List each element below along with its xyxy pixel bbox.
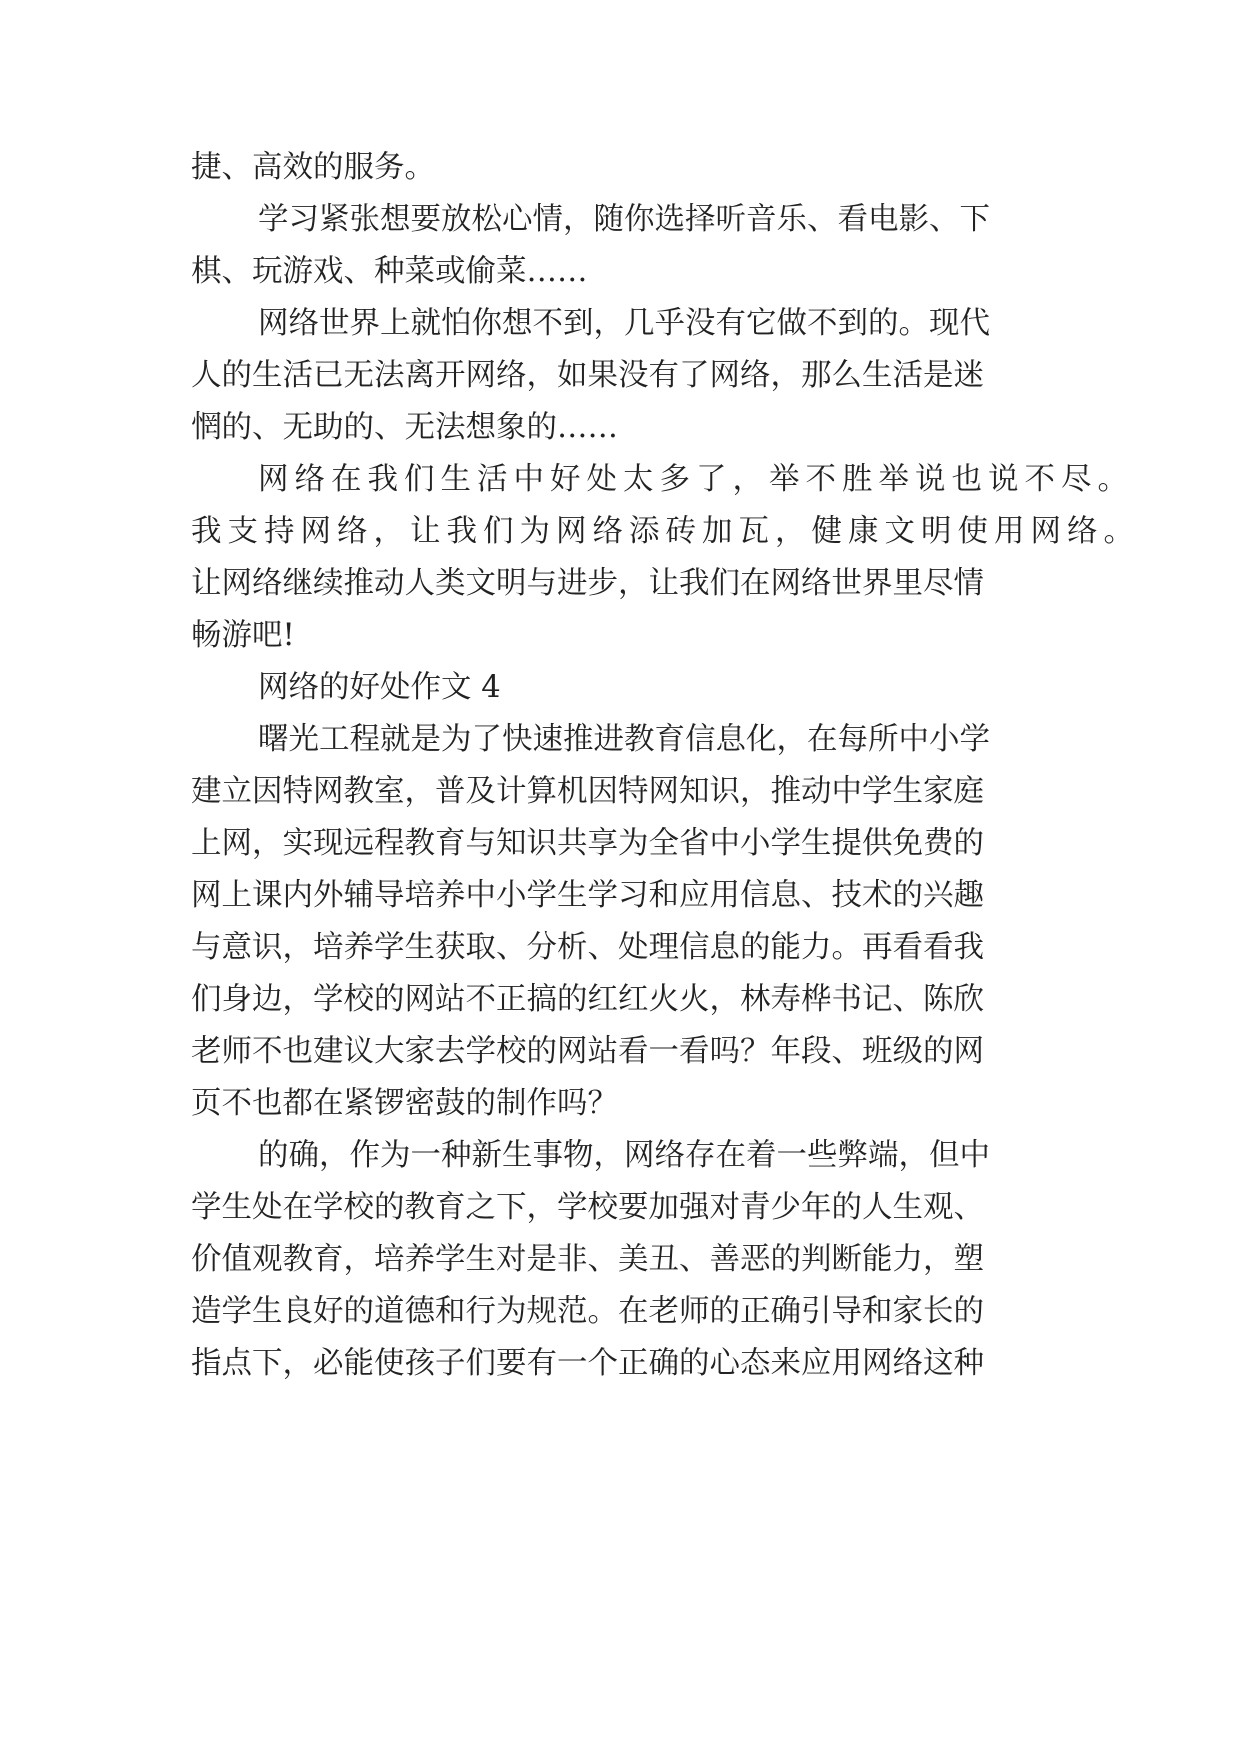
section-heading: 网络的好处作文 4 <box>258 670 501 705</box>
text-line: 网络世界上就怕你想不到，几乎没有它做不到的。现代 <box>258 306 990 341</box>
text-line: 畅游吧! <box>191 618 295 653</box>
text-line: 的确，作为一种新生事物，网络存在着一些弊端，但中 <box>258 1138 990 1173</box>
text-line: 我支持网络，让我们为网络添砖加瓦，健康文明使用网络。 <box>191 514 1140 549</box>
text-line: 人的生活已无法离开网络，如果没有了网络，那么生活是迷 <box>191 358 984 393</box>
text-line: 惘的、无助的、无法想象的…… <box>191 410 618 445</box>
text-line: 棋、玩游戏、种菜或偷菜…… <box>191 254 588 289</box>
text-line: 网上课内外辅导培养中小学生学习和应用信息、技术的兴趣 <box>191 878 984 913</box>
text-line: 上网，实现远程教育与知识共享为全省中小学生提供免费的 <box>191 826 984 861</box>
text-line: 捷、高效的服务。 <box>191 150 435 185</box>
text-line: 学生处在学校的教育之下，学校要加强对青少年的人生观、 <box>191 1190 984 1225</box>
text-line: 造学生良好的道德和行为规范。在老师的正确引导和家长的 <box>191 1294 984 1329</box>
text-line: 曙光工程就是为了快速推进教育信息化，在每所中小学 <box>258 722 990 757</box>
text-line: 老师不也建议大家去学校的网站看一看吗？年段、班级的网 <box>191 1034 984 1069</box>
text-line: 网络在我们生活中好处太多了，举不胜举说也说不尽。 <box>258 462 1134 497</box>
text-line: 指点下，必能使孩子们要有一个正确的心态来应用网络这种 <box>191 1346 984 1381</box>
text-line: 价值观教育，培养学生对是非、美丑、善恶的判断能力，塑 <box>191 1242 984 1277</box>
text-line: 建立因特网教室，普及计算机因特网知识，推动中学生家庭 <box>191 774 984 809</box>
text-line: 与意识，培养学生获取、分析、处理信息的能力。再看看我 <box>191 930 984 965</box>
text-line: 让网络继续推动人类文明与进步，让我们在网络世界里尽情 <box>191 566 984 601</box>
text-line: 们身边，学校的网站不正搞的红红火火，林寿桦书记、陈欣 <box>191 982 984 1017</box>
text-line: 学习紧张想要放松心情，随你选择听音乐、看电影、下 <box>258 202 990 237</box>
text-line: 页不也都在紧锣密鼓的制作吗？ <box>191 1086 618 1121</box>
